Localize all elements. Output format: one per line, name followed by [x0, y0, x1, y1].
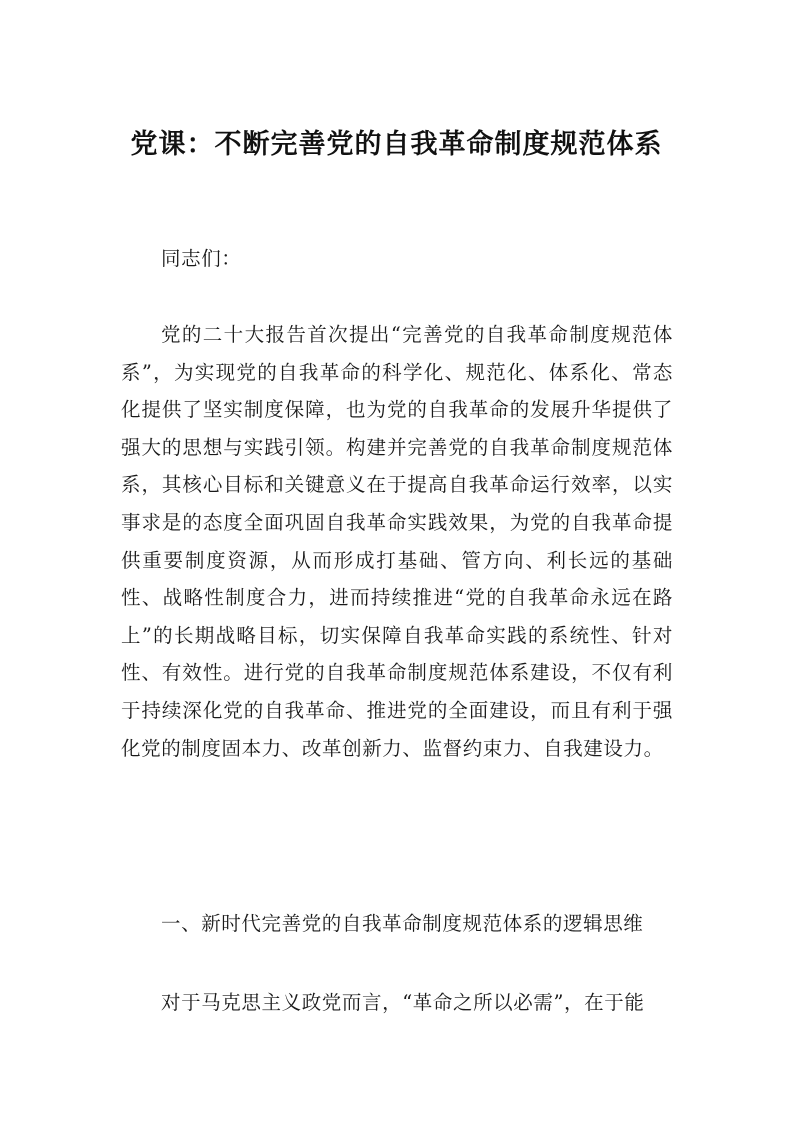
- body-paragraph: 对于马克思主义政党而言，“革命之所以必需”，在于能: [161, 991, 645, 1014]
- greeting: 同志们：: [161, 247, 242, 270]
- section-heading: 一、新时代完善党的自我革命制度规范体系的逻辑思维: [161, 912, 644, 935]
- document-title: 党课：不断完善党的自我革命制度规范体系: [130, 129, 663, 160]
- intro-paragraph: 党的二十大报告首次提出“完善党的自我革命制度规范体系”，为实现党的自我革命的科学化、规范化、体系化、常态化提供了坚实制度保障，也为党的自我革命的发展升华提供了强大的思想与实践引领。构建并完善党的自我革命制度规范体系，其核心目标和关键意义在于提高自我革命运行效率，以实事求是的态度全面巩固自我革命实践效果，为党的自我革命提供重要制度资源，从而形成打基础、管方向、利长远的基础性、战略性制度合力，进而持续推进“党的自我革命永远在路上”的长期战略目标，切实保障自我革命实践的系统性、针对性、有效性。进行党的自我革命制度规范体系建设，不仅有利于持续深化党的自我革命、推进党的全面建设，而且有利于强化党的制度固本力、改革创新力、监督约束力、自我建设力。: [121, 323, 673, 760]
